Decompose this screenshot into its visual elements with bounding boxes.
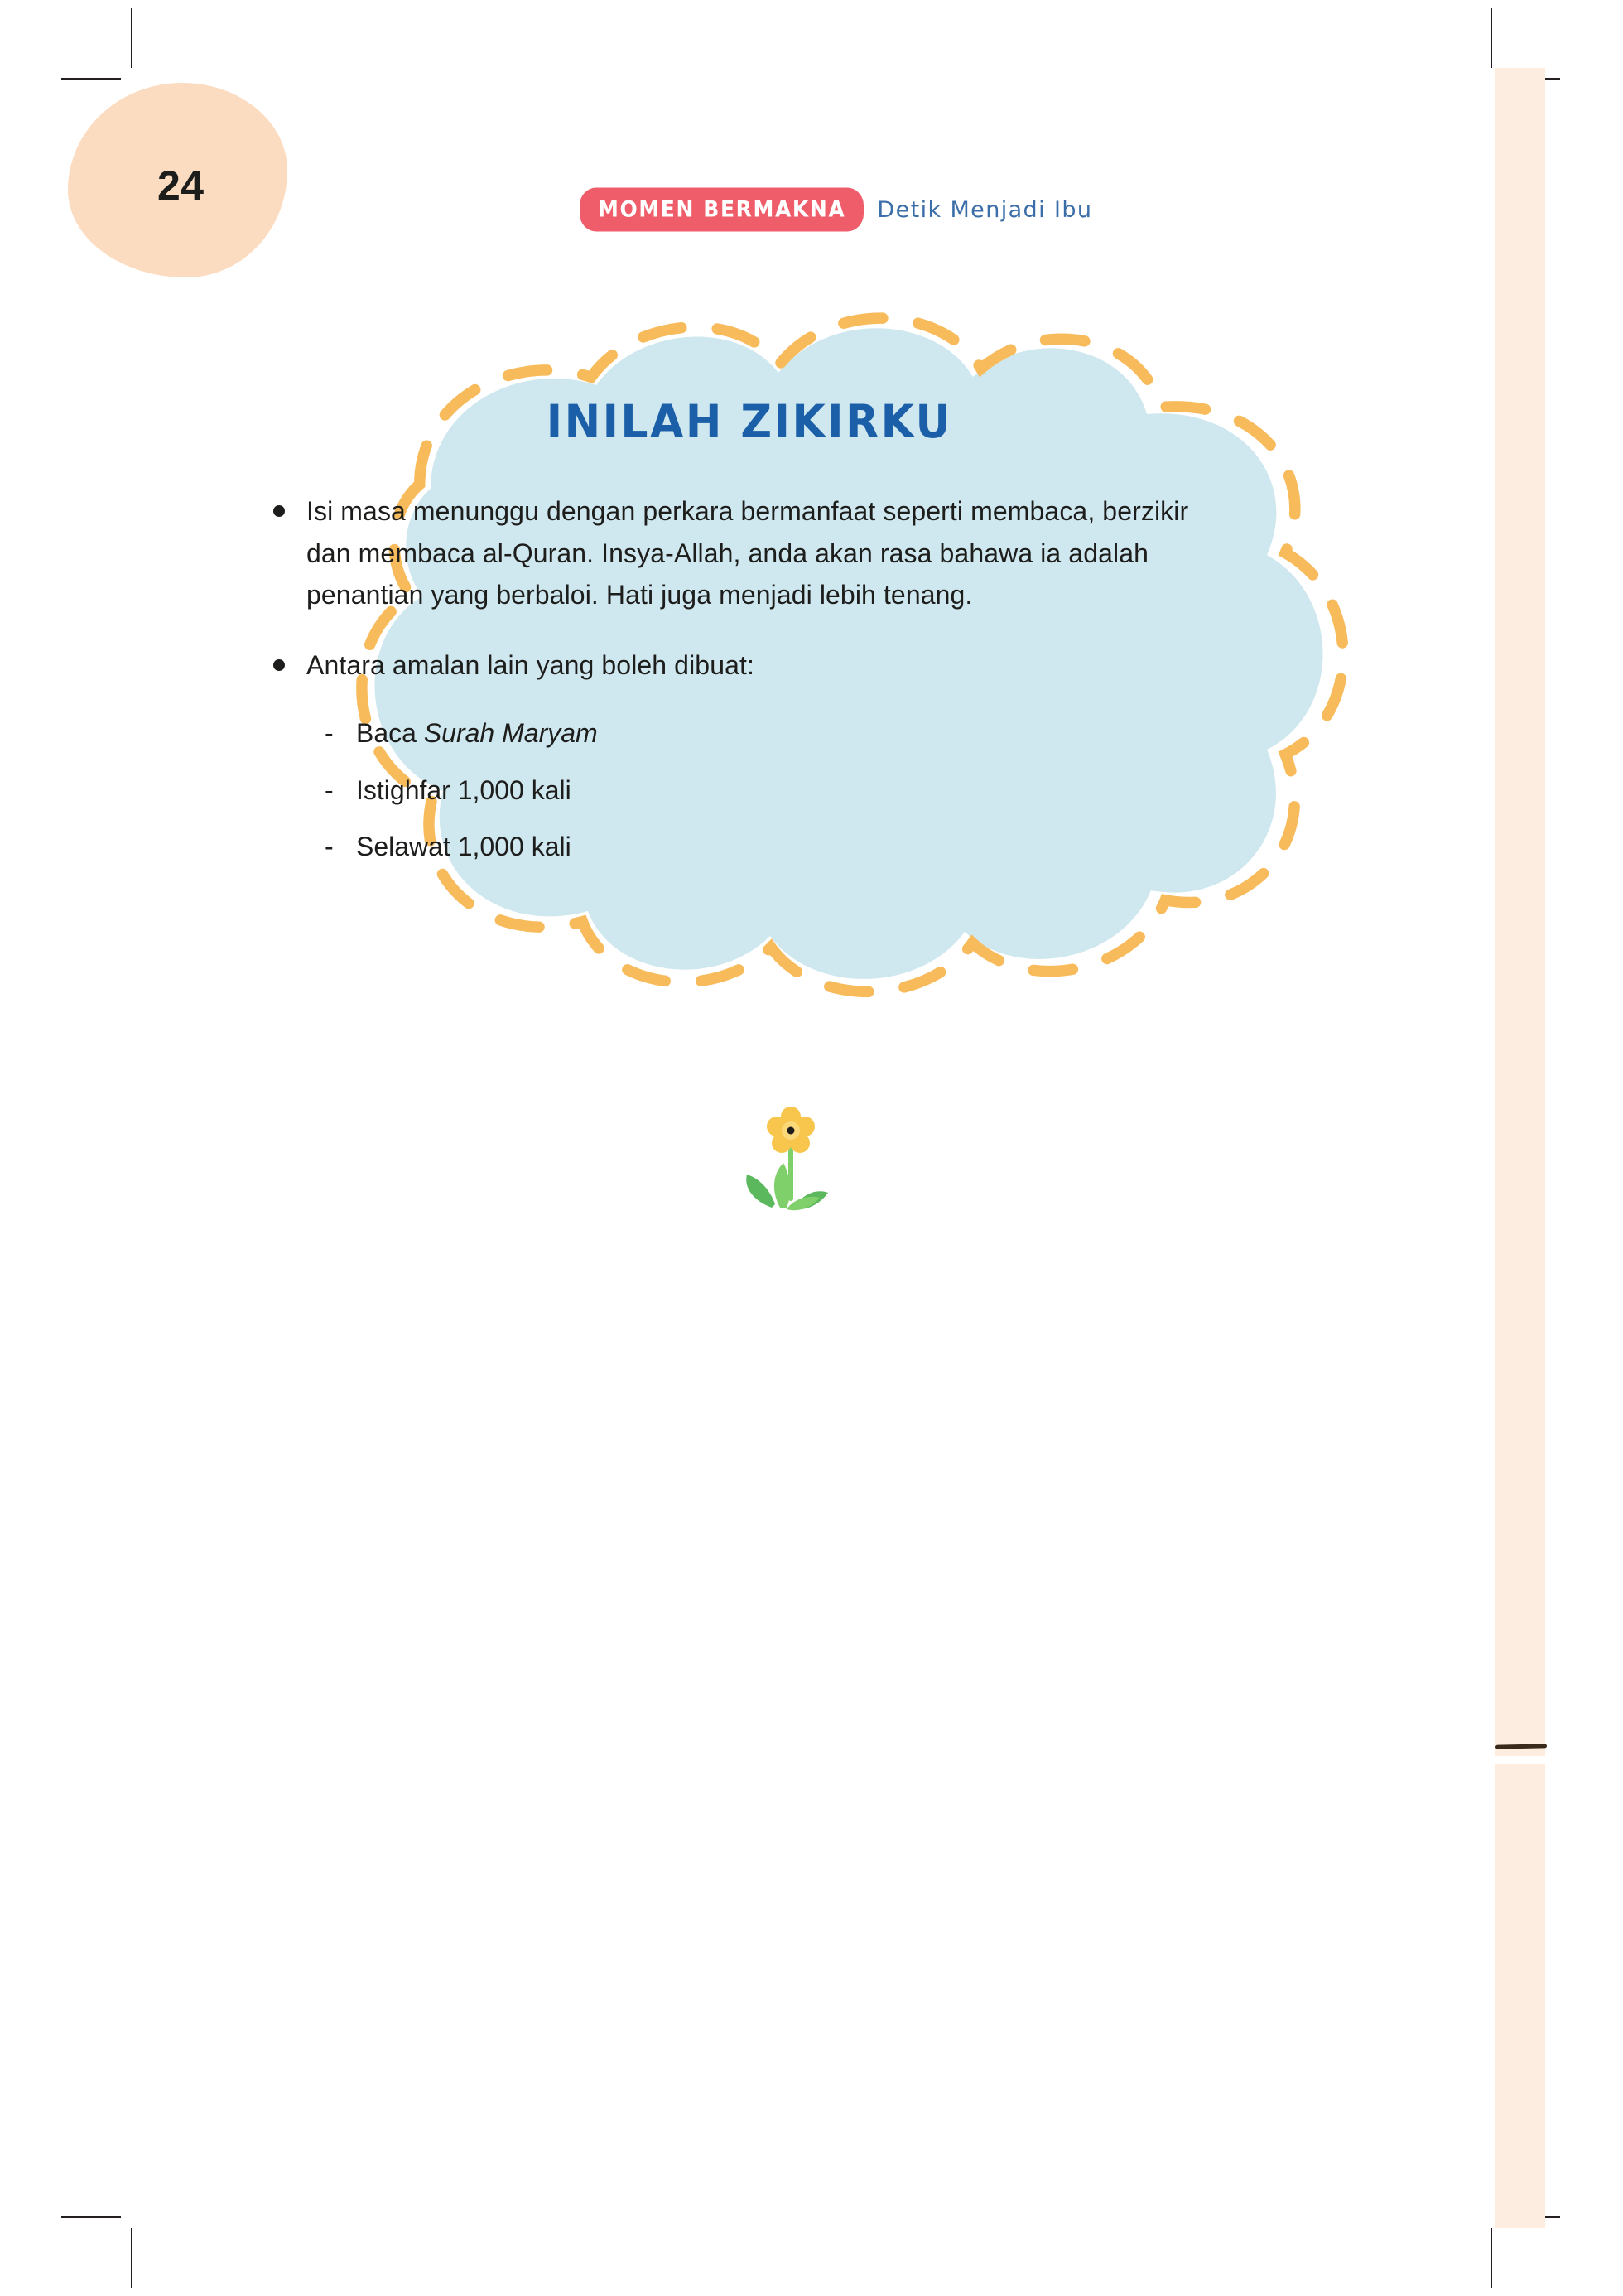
- sub-item-list: [325, 714, 1226, 866]
- bullet-dot-icon: [273, 505, 285, 517]
- list-item: [325, 714, 1226, 752]
- bullet-item: [273, 644, 1226, 687]
- flower-icon: [729, 1102, 861, 1218]
- crop-mark-top-left-horizontal: [61, 78, 121, 80]
- list-item-emphasis: Surah Maryam: [423, 718, 598, 749]
- crop-mark-top-right-vertical: [1491, 8, 1492, 68]
- list-item-label: Istighfar 1,000 kali: [356, 774, 571, 805]
- page-number: 24: [157, 162, 205, 209]
- dash-marker-icon: -: [325, 774, 334, 805]
- crop-mark-bottom-right-vertical: [1491, 2228, 1492, 2288]
- bleed-bar-bottom: [1495, 1764, 1545, 2228]
- bullet-item: [273, 490, 1226, 616]
- list-item-prefix: Baca: [356, 718, 424, 749]
- running-head: [580, 189, 1092, 230]
- running-head-badge: MOMEN BERMAKNA: [580, 188, 864, 232]
- callout-title: INILAH ZIKIRKU: [546, 396, 953, 449]
- list-item: [325, 771, 1226, 809]
- crop-mark-bottom-left-horizontal: [61, 2216, 121, 2218]
- list-item: [325, 827, 1226, 866]
- dash-marker-icon: -: [325, 718, 334, 749]
- crop-mark-top-left-vertical: [131, 8, 132, 68]
- cloud-callout-content: [273, 398, 1226, 884]
- crop-mark-bottom-left-vertical: [131, 2228, 132, 2288]
- list-item-label: Selawat 1,000 kali: [356, 831, 571, 861]
- bullet-text: Isi masa menunggu dengan perkara bermanfaat seperti membaca, berzikir dan membaca al-Quran. Insya-Allah, anda akan rasa bahawa ia adalah penantian yang berbaloi. Hati juga menjadi lebih tenang.: [306, 496, 1189, 610]
- bullet-text: Antara amalan lain yang boleh dibuat:: [306, 649, 754, 680]
- bleed-bar-top: [1495, 68, 1545, 1756]
- bullet-dot-icon: [273, 659, 285, 671]
- running-head-subtitle: Detik Menjadi Ibu: [877, 196, 1093, 223]
- list-item-label: [356, 714, 598, 752]
- dash-marker-icon: -: [325, 831, 334, 861]
